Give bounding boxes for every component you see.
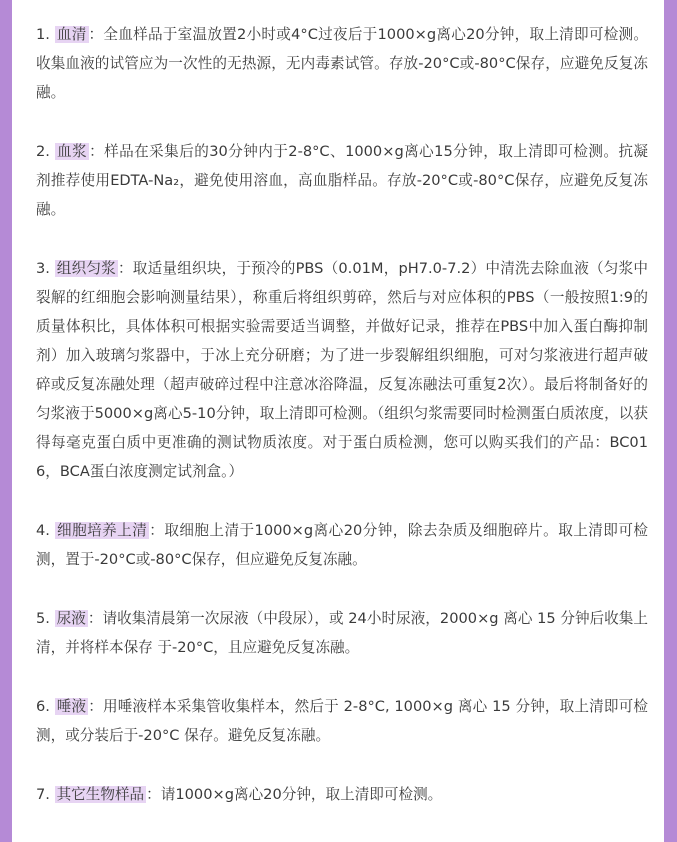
list-item-cell-culture-supernatant: [36, 516, 648, 574]
item-number: 5.: [36, 610, 50, 627]
item-number: 6.: [36, 698, 50, 715]
item-title-highlight: 细胞培养上清: [57, 522, 148, 539]
list-item-tissue-homogenate: [36, 254, 648, 486]
item-title-highlight: 其它生物样品: [56, 786, 145, 803]
item-text: 全血样品于室温放置2小时或4°C过夜后于1000×g离心20分钟，取上清即可检测。收集血液的试管应为一次性的无热源，无内毒素试管。存放-20°C或-80°C保存，应避免反复冻融。: [36, 26, 648, 101]
item-title-highlight: 唾液: [56, 698, 87, 715]
item-separator: ：: [149, 522, 165, 539]
item-separator: ：: [88, 26, 104, 43]
item-text: 请1000×g离心20分钟，取上清即可检测。: [160, 786, 443, 803]
item-text: 请收集清晨第一次尿液（中段尿），或 24小时尿液，2000×g 离心 15 分钟后收集上清，并将样本保存 于-20°C，且应避免反复冻融。: [36, 610, 648, 656]
item-number: 2.: [36, 143, 50, 160]
item-separator: ：: [87, 610, 103, 627]
item-title-highlight: 尿液: [56, 610, 86, 627]
item-text: 样品在采集后的30分钟内于2-8°C、1000×g离心15分钟，取上清即可检测。抗凝剂推荐使用EDTA-Na₂，避免使用溶血，高血脂样品。存放-20°C或-80°C保存，应避免反复冻融。: [36, 143, 648, 218]
item-title-highlight: 血清: [56, 26, 87, 43]
item-number: 3.: [36, 260, 50, 277]
item-title-highlight: 血浆: [57, 143, 88, 160]
item-text: 取适量组织块，于预冷的PBS（0.01M，pH7.0-7.2）中清洗去除血液（匀浆中裂解的红细胞会影响测量结果），称重后将组织剪碎，然后与对应体积的PBS（一般按照1:9的质量体积比，具体体积可根据实验需要适当调整，并做好记录，推荐在PBS中加入蛋白酶抑制剂）加入玻璃匀浆器中，于冰上充分研磨；为了进一步裂解组织细胞，可对匀浆液进行超声破碎或反复冻融处理（超声破碎过程中注意冰浴降温，反复冻融法可重复2次）。最后将制备好的匀浆液于5000×g离心5-10分钟，取上清即可检测。（组织匀浆需要同时检测蛋白质浓度，以获得每毫克蛋白质中更准确的测试物质浓度。对于蛋白质检测，您可以购买我们的产品：BC016，BCA蛋白浓度测定试剂盒。）: [36, 260, 648, 480]
item-title-highlight: 组织匀浆: [56, 260, 116, 277]
item-number: 1.: [36, 26, 50, 43]
item-separator: ：: [146, 786, 161, 803]
item-separator: ：: [117, 260, 133, 277]
list-item-urine: [36, 604, 648, 662]
list-item-plasma: [36, 137, 648, 224]
list-item-serum: [36, 20, 648, 107]
item-text: 用唾液样本采集管收集样本，然后于 2-8°C, 1000×g 离心 15 分钟，取上清即可检测，或分装后于-20°C 保存。避免反复冻融。: [36, 698, 648, 744]
item-number: 7.: [36, 786, 50, 803]
item-number: 4.: [36, 522, 50, 539]
document-page: [12, 0, 664, 842]
sample-prep-list: [36, 20, 648, 839]
item-text: 取细胞上清于1000×g离心20分钟，除去杂质及细胞碎片。取上清即可检测，置于-20°C或-80°C保存，但应避免反复冻融。: [36, 522, 648, 568]
list-item-other-samples: [36, 780, 648, 809]
item-separator: ：: [89, 143, 105, 160]
list-item-saliva: [36, 692, 648, 750]
item-separator: ：: [88, 698, 103, 715]
